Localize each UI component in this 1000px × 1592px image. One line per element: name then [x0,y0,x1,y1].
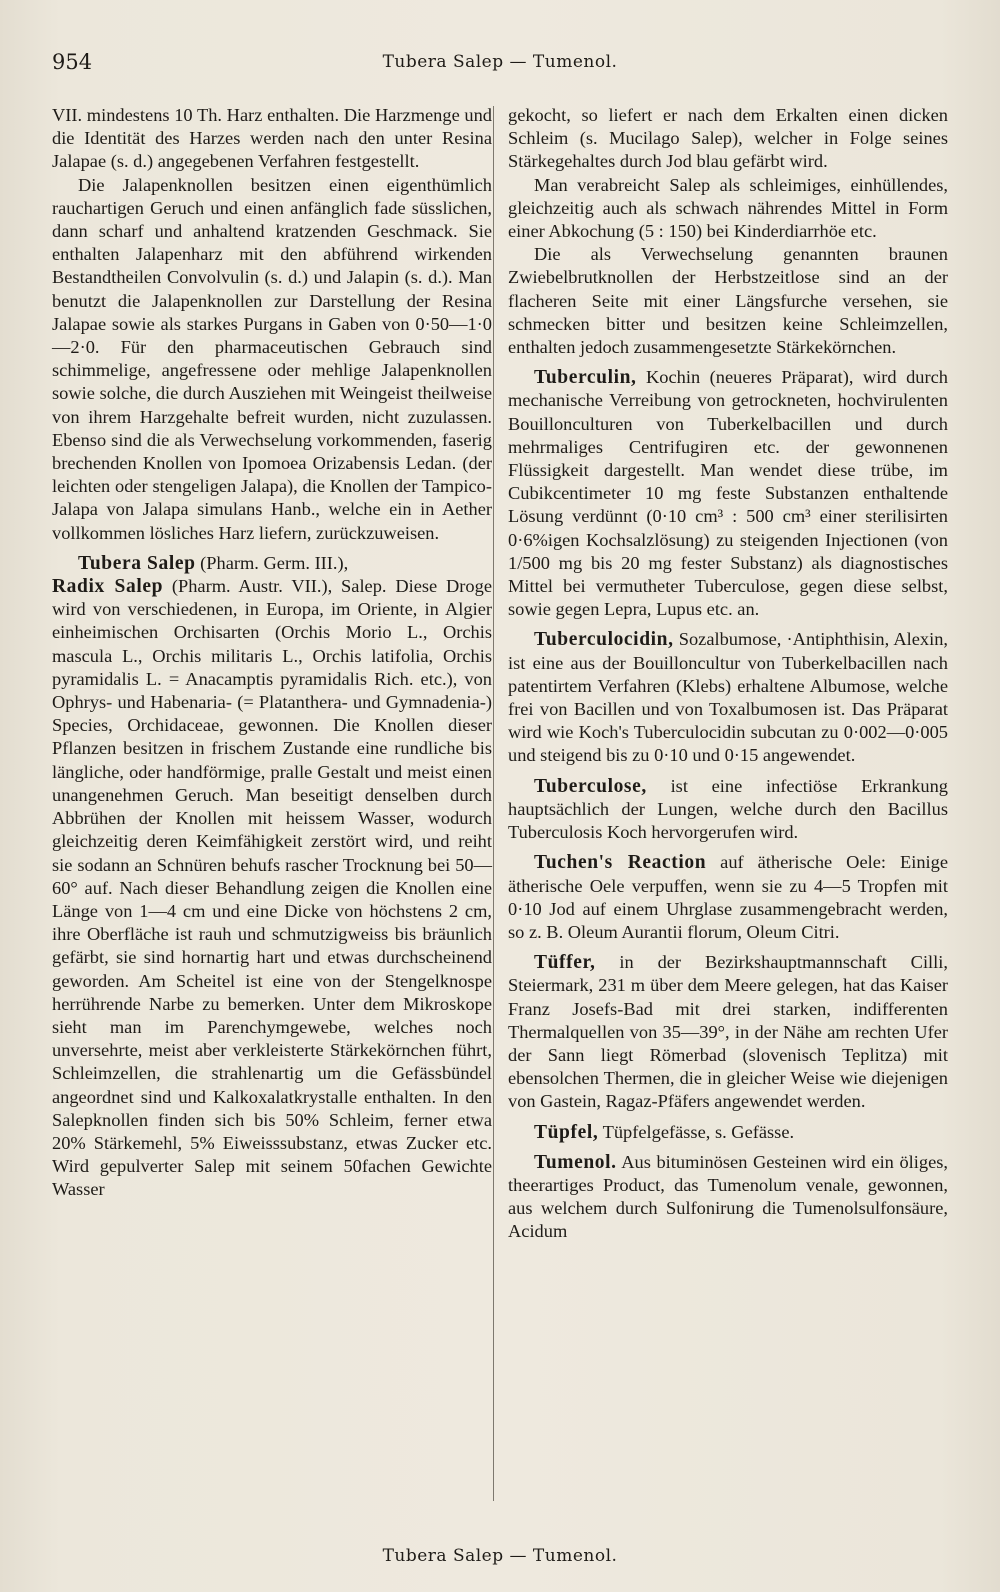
left-column [52,104,492,1202]
entry-tuepfel-text: Tüpfelgefässe, s. Gefässe. [598,1121,795,1142]
headword-tuepfel: Tüpfel, [534,1121,599,1143]
entry-tubera-salep [52,552,492,1202]
left-paragraph-2: Die Jalapenknollen besitzen einen eigenthümlich rauchartigen Geruch und einen anfänglich fade süsslichen, dann scharf und anhaltend kratzenden Geschmack. Sie enthalten Jalapenharz mit den abführend wirkenden Bestandtheilen Convolvulin (s. d.) und Jalapin (s. d.). Man benutzt die Jalapenknollen zur Darstellung der Resina Jalapae sowie als starkes Purgans in Gaben von 0·50—1·0—2·0. Für den pharmaceutischen Gebrauch sind schimmelige, angefressene oder mehlige Jalapenknollen sowie solche, die durch Ausziehen mit Weingeist theilweise von ihrem Harzgehalte befreit wurden, nicht zuzulassen. Ebenso sind die als Verwechselung vorkommenden, faserig brechenden Knollen von Ipomoea Orizabensis Ledan. (der leichten oder stengeligen Jalapa), die Knollen der Tampico-Jalapa von Jalapa simulans Hanb., welche ein in Aether vollkommen lösliches Harz liefern, zurückzuweisen. [52,174,492,543]
entry-tuepfel [508,1121,948,1144]
headword-tuberculocidin: Tuberculocidin, [534,629,674,651]
entry-tuberculocidin [508,628,948,767]
headword-radix-salep: Radix Salep [52,576,164,598]
entry-tueffer [508,951,948,1113]
entry-tuberculose-text: ist eine infectiöse Erkrankung hauptsächlich der Lungen, welche durch den Bacillus Tuberculosis Koch hervorgerufen wird. [508,775,948,843]
entry-tuberculin-text: Kochin (neueres Präparat), wird durch mechanische Verreibung von getrockneten, hochvirulenten Bouillonculturen von Tuberkelbacillen und durch mehrmaliges Centrifugiren etc. der gewonnenen Flüssigkeit dargestellt. Man wendet diese trübe, im Cubikcentimeter 10 mg feste Substanzen enthaltende Lösung verdünnt (0·10 cm³ : 500 cm³ einer sterilisirten 0·6%igen Kochsalzlösung) zu steigenden Injectionen (von 1/500 mg bis 20 mg fester Substanz) als diagnostisches Mittel bei vermutheter Tuberculose, gegen diese selbst, sowie gegen Lepra, Lupus etc. an. [508,367,948,620]
page-number: 954 [52,50,93,74]
right-paragraph-3: Die als Verwechselung genannten braunen Zwiebelbrutknollen der Herbstzeitlose sind an der flacheren Seite mit einer Längsfurche versehen, sie schmecken bitter und besitzen keine Schleimzellen, enthalten jedoch zusammengesetzte Stärkekörnchen. [508,244,948,358]
entry-tuchens-reaction-text: auf ätherische Oele: Einige ätherische Oele verpuffen, wenn sie zu 4—5 Tropfen mit 0·10 Jod auf einem Uhrglase zusammengebracht werden, so z. B. Oleum Aurantii florum, Oleum Citri. [508,852,948,942]
entry-tuchens-reaction [508,851,948,944]
column-divider [493,106,494,1501]
headword-tuberculose: Tuberculose, [534,775,647,797]
running-head [52,50,948,80]
headword-tubera-salep: Tubera Salep [78,552,196,574]
headword-tueffer: Tüffer, [534,952,596,974]
right-column [508,104,948,1244]
headword-tuberculin: Tuberculin, [534,367,637,389]
entry-tuberculin [508,366,948,621]
entry-tuberculocidin-text: Sozalbumose, ·Antiphthisin, Alexin, ist eine aus der Bouilloncultur von Tuberkelbacillen nach patentirtem Verfahren (Klebs) erhaltene Albumose, welche frei von Bacillen und von Toxalbumosen ist. Das Präparat wird wie Koch's Tuberculocidin subcutan zu 0·002—0·005 und steigend bis zu 0·10 und 0·15 angewendet. [508,629,948,766]
right-paragraph-1: gekocht, so liefert er nach dem Erkalten einen dicken Schleim (s. Mucilago Salep), welcher in Folge seines Stärkegehaltes durch Jod blau gefärbt wird. [508,105,948,172]
headword-tumenol: Tumenol. [534,1151,617,1173]
entry-tubera-text: (Pharm. Austr. VII.), Salep. Diese Droge wird von verschiedenen, in Europa, im Oriente, in Algier einheimischen Orchisarten (Orchis Morio L., Orchis mascula L., Orchis militaris L., Orchis latifolia, Orchis pyramidalis L. = Anacamptis pyramidalis Rich. etc.), von Ophrys- und Habenaria- (= Platanthera- und Gymnadenia-) Species, Orchidaceae, gewonnen. Die Knollen dieser Pflanzen besitzen in frischem Zustande eine rundliche bis längliche, oder handförmige, pralle Gestalt und meist einen unangenehmen Geruch. Man beseitigt denselben durch Abbrühen der Knollen mit heissem Wasser, wodurch gleichzeitig deren Keimfähigkeit zerstört wird, und reiht sie sodann an Schnüren behufs rascher Trocknung bei 50—60° auf. Nach dieser Behandlung zeigen die Knollen eine Länge von 1—4 cm und eine Dicke von höchstens 2 cm, ihre Oberfläche ist rauh und schmutzigweiss bis bräunlich gefärbt, sie sind hornartig hart und etwas durchscheinend geworden. Am Scheitel ist eine von der Stengelknospe herrührende Narbe zu bemerken. Unter dem Mikroskope sieht man im Parenchymgewebe, welches noch unversehrte, meist aber verkleisterte Stärkekörnchen führt, Schleimzellen, die strahlenartig um die Gefässbündel angeordnet sind und Kalkoxalatkrystalle enthalten. In den Salepknollen finden sich bis 50% Schleim, ferner etwa 20% Stärkemehl, 5% Eiweisssubstanz, etwas Zucker etc. Wird gepulverter Salep mit seinem 50fachen Gewichte Wasser [52,576,492,1200]
entry-tueffer-text: in der Bezirkshauptmannschaft Cilli, Steiermark, 231 m über dem Meere gelegen, hat das Kaiser Franz Josefs-Bad mit drei starken, indifferenten Thermalquellen von 35—39°, in der Nähe am rechten Ufer der Sann liegt Römerbad (slovenisch Teplitza) mit ebensolchen Thermen, die in gleicher Weise wie diejenigen von Gastein, Ragaz-Pfäfers angewendet werden. [508,952,948,1112]
running-head-title: Tubera Salep — Tumenol. [382,52,618,72]
entry-tubera-ref: (Pharm. Germ. III.), [195,552,349,573]
entry-tumenol [508,1151,948,1244]
running-foot: Tubera Salep — Tumenol. [382,1546,618,1566]
left-paragraph-1: VII. mindestens 10 Th. Harz enthalten. Die Harzmenge und die Identität des Harzes werden nach den unter Resina Jalapae (s. d.) angegebenen Verfahren festgestellt. [52,105,492,172]
entry-tuberculose [508,775,948,845]
entry-tumenol-text: Aus bituminösen Gesteinen wird ein öliges, theerartiges Product, das Tumenolum venale, gewonnen, aus welchem durch Sulfonirung die Tumenolsulfonsäure, Acidum [508,1151,948,1242]
headword-tuchens-reaction: Tuchen's Reaction [534,852,707,874]
right-paragraph-2: Man verabreicht Salep als schleimiges, einhüllendes, gleichzeitig auch als schwach nährendes Mittel in Form einer Abkochung (5 : 150) bei Kinderdiarrhöe etc. [508,174,948,242]
